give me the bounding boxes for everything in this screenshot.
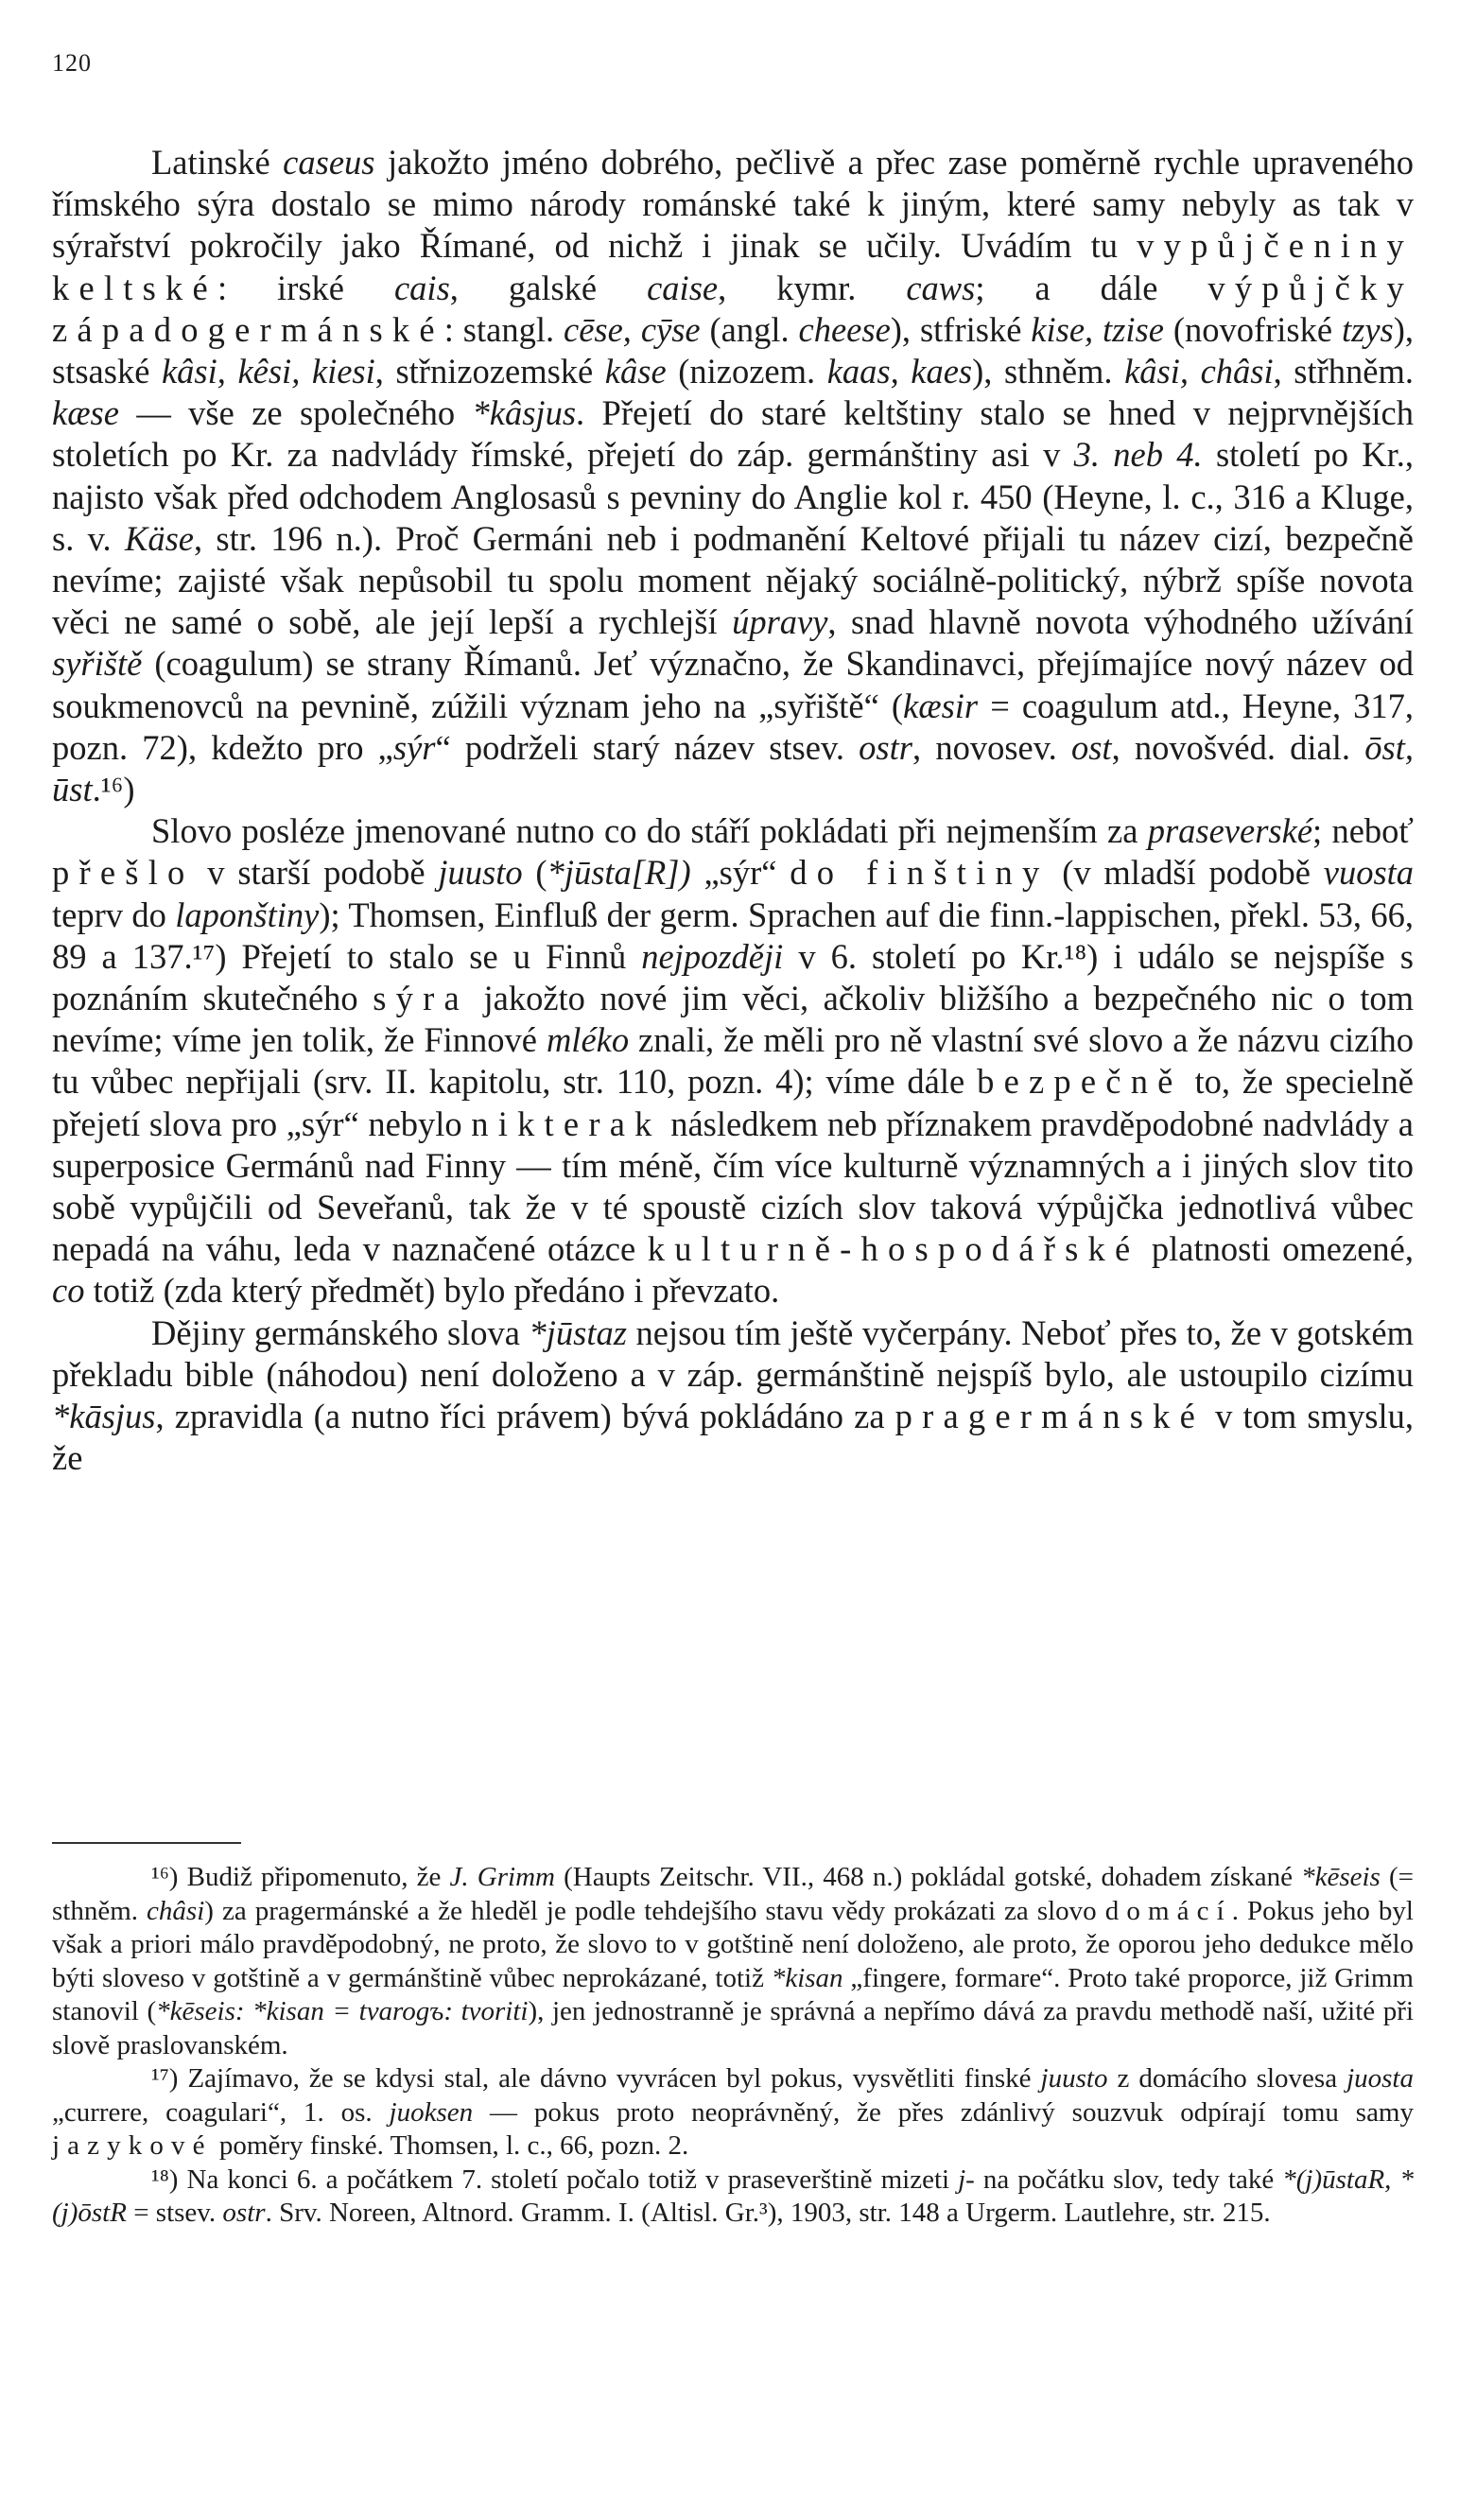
text-run: „currere, coagulari“, 1. os.	[52, 2096, 390, 2128]
italic-term: ost	[1070, 727, 1112, 767]
text-run: v 6. století po Kr.¹⁸) i událo se nejspíše s poznáním skutečného	[52, 936, 1414, 1018]
text-run: (angl.	[700, 309, 799, 349]
italic-term: praseverské	[1147, 811, 1313, 851]
text-run: . Přejetí do staré keltštiny stalo se hned v nejprvnějších stoletích po Kr. za nadvlády římské, přejetí do záp. germánštiny asi v	[52, 393, 1414, 475]
text-run: jakožto jméno dobrého, pečlivě a přec zase poměrně rychle upraveného římského sýra dostalo se mimo národy románské také k jiným, které samy nebyly as tak v sýrařství pokročily jako Římané, od nichž i jinak se učily. Uvádím tu	[52, 143, 1414, 266]
italic-term: *jūstaz	[529, 1312, 627, 1352]
text-run: = coagulum atd., Heyne, 317, pozn. 72), kdežto pro „	[52, 686, 1415, 767]
text-run: ; neboť	[1312, 811, 1414, 851]
italic-term: ōst, ūst	[52, 727, 1414, 809]
italic-term: *kâsjus	[472, 393, 577, 433]
spaced-emphasis: výpůjčky západogermánské	[52, 268, 1415, 349]
italic-term: caise	[647, 268, 719, 307]
footnote	[52, 1861, 1414, 2062]
italic-term: kæse	[52, 393, 119, 433]
italic-term: *kisan	[771, 1962, 843, 1993]
text-run: , str. 196 n.). Proč Germáni neb i podmanění Keltové přijali tu název cizí, bezpečně nevíme; zajisté však nepůsobil tu spolu moment nějaký sociálně-politický, nýbrž spíše novota věci ne samé o sobě, ale její lepší a rychlejší	[52, 518, 1414, 642]
text-run: — pokus proto neoprávněný, že přes zdánlivý souzvuk odpírají tomu samy	[473, 2096, 1414, 2128]
text-run: ), stsaské	[52, 309, 1414, 391]
text-run: to, že specielně přejetí slova pro „sýr“ nebylo	[52, 1062, 1414, 1143]
footnote-divider	[52, 1842, 241, 1844]
italic-term: *kēseis	[1301, 1862, 1381, 1892]
spaced-emphasis: kulturně-hospodářské	[647, 1229, 1140, 1269]
italic-term: *kāsjus	[52, 1397, 156, 1436]
text-run: na počátku slov, tedy také	[974, 2164, 1283, 2195]
italic-term: châsi	[147, 1895, 205, 1926]
italic-term: úpravy	[732, 602, 828, 642]
text-run: následkem neb příznakem pravděpodobné nadvlády a superposice Germánů nad Finny — tím méně, čím více kulturně významných a i jiných slov tito sobě vypůjčili od Seveřanů, tak že v té spoustě cizích slov taková výpůjčka jednotlivá vůbec nepadá na váhu, leda v naznačené otázce	[52, 1104, 1414, 1269]
italic-term: ostr	[859, 727, 912, 767]
italic-term: 3. neb 4.	[1073, 435, 1203, 475]
text-run: .¹⁶)	[92, 770, 135, 809]
text-run: Dějiny germánského slova	[151, 1312, 530, 1352]
text-run: ), jen jednostranně je správná a nepřímo dává za pravdu methodě naší, užité při slově praslovanském.	[52, 1996, 1414, 2060]
paragraph	[52, 810, 1414, 1312]
italic-term: j-	[958, 2164, 975, 2195]
italic-term: co	[52, 1271, 85, 1311]
italic-term: nejpozději	[641, 936, 784, 976]
italic-term: kâsi, châsi	[1124, 352, 1274, 391]
text-run: (novofriské	[1163, 309, 1342, 349]
footnote	[52, 2062, 1414, 2164]
italic-term: cheese	[798, 309, 891, 349]
spaced-emphasis: nikterak	[471, 1104, 662, 1143]
text-run: , novosev.	[912, 727, 1071, 767]
text-run: ), stfriské	[890, 309, 1032, 349]
text-run: , střhněm.	[1273, 352, 1415, 391]
text-run: , novošvéd. dial.	[1111, 727, 1365, 767]
paragraph	[52, 142, 1414, 810]
italic-term: tzys	[1341, 309, 1394, 349]
text-run: (coagulum) se strany Římanů. Jeť význačno, že Skandinavci, přejímajíce nový název od soukmenovců na pevnině, zúžili význam jeho na „syřiště“ (	[52, 644, 1414, 725]
body-text	[52, 142, 1414, 1480]
text-run: ¹⁸) Na konci 6. a počátkem 7. století počalo totiž v praseverštině mizeti	[151, 2164, 959, 2195]
text-run: — vše ze společného	[118, 393, 473, 433]
text-run: století po Kr., najisto však před odchodem Anglosasů s pevniny do Anglie kol r. 450 (Heyne, l. c., 316 a Kluge, s. v.	[52, 435, 1415, 558]
italic-term: kâse	[604, 352, 667, 391]
text-run: Slovo posléze jmenované nutno co do stáří pokládati při nejmenším za	[151, 811, 1148, 851]
text-run: . Srv. Noreen, Altnord. Gramm. I. (Altisl. Gr.³), 1903, str. 148 a Urgerm. Lautlehre, str. 215.	[265, 2198, 1271, 2228]
text-run: poměry finské. Thomsen, l. c., 66, pozn. 2.	[212, 2130, 689, 2161]
text-run: totiž (zda který předmět) bylo předáno i převzato.	[84, 1271, 780, 1311]
text-run: v tom smyslu, že	[52, 1397, 1414, 1478]
italic-term: vuosta	[1323, 853, 1415, 893]
spaced-emphasis: bezpečně	[977, 1062, 1183, 1102]
text-run: ) za pragermánské a že hleděl je podle tehdejšího stavu vědy prokázati za slovo	[204, 1895, 1105, 1926]
footnote	[52, 2164, 1414, 2231]
italic-term: caws	[906, 268, 976, 307]
text-run: = stsev.	[126, 2198, 223, 2228]
italic-term: juusto	[438, 853, 523, 893]
italic-term: laponštiny	[175, 895, 320, 934]
italic-term: kaas, kaes	[826, 352, 973, 391]
text-run: ; a dále	[975, 268, 1208, 307]
spaced-emphasis: sýra	[373, 979, 469, 1018]
text-run: (nizozem.	[666, 352, 827, 391]
text-run: , zpravidla (a nutno říci právem) bývá pokládáno za	[155, 1397, 895, 1436]
text-run: „fingere, formare“. Proto také proporce, již Grimm stanovil (	[52, 1962, 1414, 2026]
text-run: v starší podobě	[194, 853, 439, 893]
text-run: (	[522, 853, 547, 893]
spaced-emphasis: vypůjčeniny keltské	[52, 226, 1414, 307]
italic-term: juoksen	[389, 2096, 474, 2128]
italic-term: caseus	[283, 143, 375, 182]
text-run: znali, že měli pro ně vlastní své slovo a že názvu cizího tu vůbec nepřijali (srv. II. kapitolu, str. 110, pozn. 4); víme dále	[52, 1020, 1414, 1102]
spaced-emphasis: přešlo	[52, 853, 195, 893]
text-run: (v mladší podobě	[1049, 853, 1324, 893]
text-run: (= sthněm.	[52, 1862, 1414, 1926]
text-run: (Haupts Zeitschr. VII., 468 n.) pokládal gotské, dohadem získané	[554, 1862, 1302, 1892]
text-run: ¹⁶) Budiž připomenuto, že	[151, 1862, 450, 1892]
italic-term: kise, tzise	[1031, 309, 1164, 349]
italic-term: ostr	[222, 2198, 266, 2228]
italic-term: kâsi, kêsi, kiesi	[161, 352, 375, 391]
italic-term: cēse, cӯse	[564, 309, 701, 349]
text-run: z domácího slovesa	[1107, 2063, 1347, 2094]
text-run: „sýr“	[690, 853, 790, 893]
text-run: , střnizozemské	[374, 352, 605, 391]
text-run: nejsou tím ještě vyčerpány. Neboť přes to, že v gotském překladu bible (náhodou) není doloženo a v záp. germánštině nejspíš bylo, ale ustoupilo cizímu	[52, 1312, 1414, 1394]
text-run: . Pokus jeho byl však a priori málo pravděpodobný, ne proto, že slovo to v gotštině není doloženo, ale proto, že oporou jeho dedukce mělo býti sloveso v gotštině a v germánštině vůbec neprokázané, totiž	[52, 1895, 1414, 1993]
italic-term: *jūsta[R])	[547, 853, 691, 893]
text-run: “ podrželi starý název stsev.	[435, 727, 860, 767]
text-run: : stangl.	[443, 309, 564, 349]
text-run: jakožto nové jim věci, ačkoliv bližšího a bezpečného nic o tom nevíme; víme jen tolik, že Finnové	[52, 979, 1414, 1060]
text-run: teprv do	[52, 895, 176, 934]
italic-term: juusto	[1040, 2063, 1108, 2094]
footnotes	[52, 1861, 1414, 2231]
paragraph	[52, 1312, 1414, 1480]
text-run: ), sthněm.	[972, 352, 1125, 391]
italic-term: syřiště	[52, 644, 143, 684]
spaced-emphasis: domácí	[1104, 1895, 1232, 1926]
text-run: ¹⁷) Zajímavo, že se kdysi stal, ale dávno vyvrácen byl pokus, vysvětliti finské	[151, 2063, 1041, 2094]
italic-term: juosta	[1346, 2063, 1414, 2094]
text-run: platnosti omezené,	[1139, 1229, 1414, 1269]
spaced-emphasis: pragermánské	[895, 1397, 1206, 1436]
text-run: : irské	[217, 268, 394, 307]
italic-term: Käse	[124, 518, 194, 558]
text-run: , galské	[449, 268, 648, 307]
text-run: Latinské	[151, 143, 284, 182]
italic-term: *(j)ūstaR, *(j)ōstR	[52, 2164, 1414, 2228]
text-run: , kymr.	[718, 268, 907, 307]
text-run: , snad hlavně novota výhodného užívání	[827, 602, 1414, 642]
italic-term: J. Grimm	[449, 1862, 555, 1892]
italic-term: mléko	[546, 1020, 630, 1060]
spaced-emphasis: jazykové	[52, 2130, 213, 2161]
italic-term: sýr	[392, 727, 436, 767]
italic-term: cais	[393, 268, 450, 307]
italic-term: kæsir	[903, 686, 979, 725]
text-run: ); Thomsen, Einfluß der germ. Sprachen auf die finn.-lappischen, překl. 53, 66, 89 a 137.¹⁷) Přejetí to stalo se u Finnů	[52, 895, 1414, 976]
spaced-emphasis: do finštiny	[790, 853, 1050, 893]
page-number: 120	[52, 49, 92, 77]
italic-term: *kēseis: *kisan = tvarogъ: tvoriti	[156, 1996, 529, 2026]
